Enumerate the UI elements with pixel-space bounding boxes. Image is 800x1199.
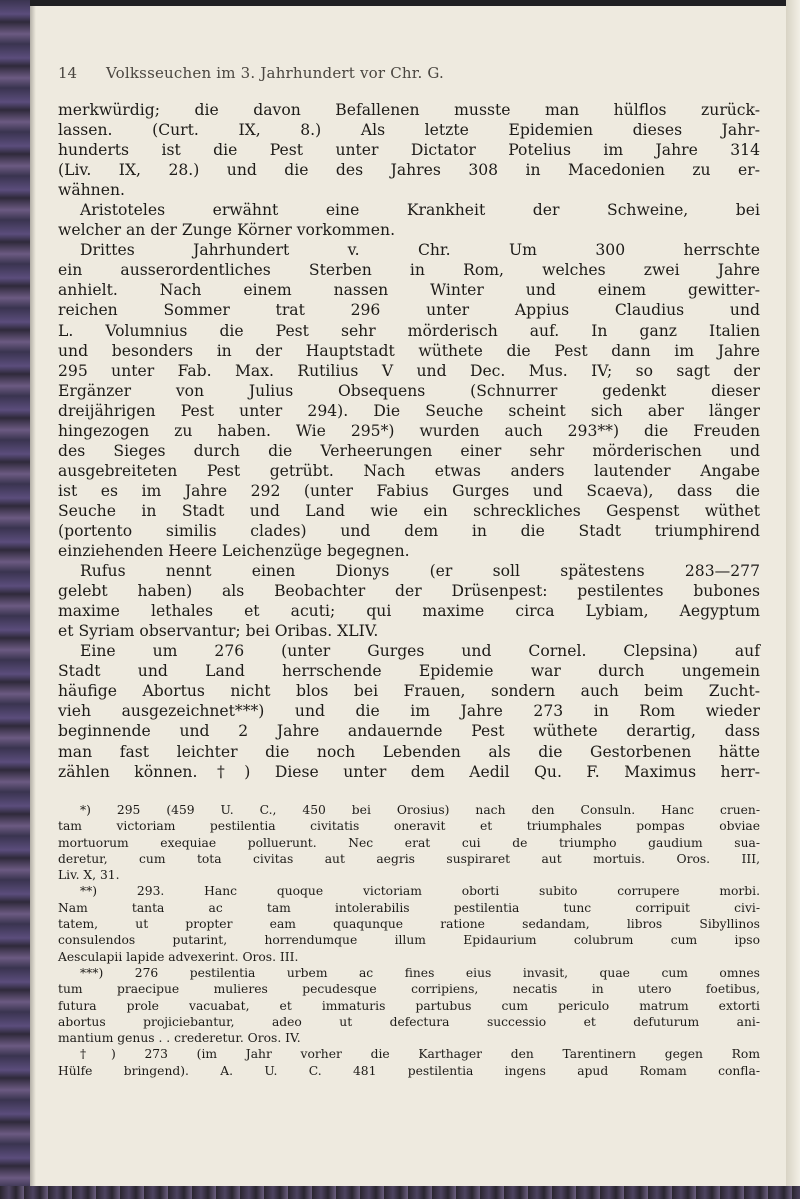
footnote-line: tatem, ut propter eam quaqunque ratione sedandam, libros Sibyllinos <box>58 917 760 932</box>
top-edge-rule <box>30 0 786 6</box>
footnote-line: mantium genus . . crederetur. Oros. IV. <box>58 1031 301 1046</box>
text-line: maxime lethales et acuti; qui maxime circa Lybiam, Aegyptum <box>58 602 760 621</box>
text-line: Aristoteles erwähnt eine Krankheit der Schweine, bei <box>80 201 760 220</box>
text-line: Eine um 276 (unter Gurges und Cornel. Clepsina) auf <box>80 642 760 661</box>
text-line: vieh ausgezeichnet***) und die im Jahre 273 in Rom wieder <box>58 702 760 721</box>
footnote-line: *) 295 (459 U. C., 450 bei Orosius) nach den Consuln. Hanc cruen- <box>80 803 760 817</box>
text-line: und besonders in der Hauptstadt wüthete die Pest dann im Jahre <box>58 341 760 360</box>
text-line: Ergänzer von Julius Obsequens (Schnurrer gedenkt dieser <box>58 381 760 400</box>
text-line: hingezogen zu haben. Wie 295*) wurden auch 293**) die Freuden <box>58 421 760 440</box>
page-header <box>58 64 758 88</box>
text-line: ein ausserordentliches Sterben in Rom, welches zwei Jahre <box>58 261 760 280</box>
book-binding <box>0 0 30 1186</box>
page-number: 14 <box>58 64 78 82</box>
text-line: wähnen. <box>58 181 125 200</box>
section-heading-line: Drittes Jahrhundert v. Chr. Um 300 herrschte <box>80 241 760 260</box>
text-line: lassen. (Curt. IX, 8.) Als letzte Epidemien dieses Jahr- <box>58 121 760 140</box>
footnote-line: ***) 276 pestilentia urbem ac fines eius invasit, quae cum omnes <box>80 965 760 980</box>
page-edge-right <box>786 0 800 1199</box>
text-line: (portento similis clades) und dem in die Stadt triumphirend <box>58 521 760 540</box>
main-text <box>58 100 760 782</box>
footnote-line: Aesculapii lapide advexerint. Oros. III. <box>58 949 299 964</box>
text-line: zählen können.†) Diese unter dem Aedil Qu. F. Maximus herr- <box>58 762 760 781</box>
text-line: 295 unter Fab. Max. Rutilius V und Dec. Mus. IV; so sagt der <box>58 361 760 380</box>
text-line: et Syriam observantur; bei Oribas. XLIV. <box>58 622 379 641</box>
text-line: L. Volumnius die Pest sehr mörderisch auf. In ganz Italien <box>58 321 760 340</box>
page-edge-bottom <box>0 1186 800 1199</box>
text-line: Seuche in Stadt und Land wie ein schreckliches Gespenst wüthet <box>58 501 760 520</box>
footnote-line: Hülfe bringend). A. U. C. 481 pestilentia ingens apud Romam confla- <box>58 1063 760 1078</box>
text-line: welcher an der Zunge Körner vorkommen. <box>58 221 396 240</box>
text-line: anhielt. Nach einem nassen Winter und einem gewitter- <box>58 281 760 300</box>
text-line: merkwürdig; die davon Befallenen musste man hülflos zurück- <box>58 101 760 119</box>
footnote-line: Liv. X, 31. <box>58 868 120 883</box>
footnote-line: Nam tanta ac tam intolerabilis pestilentia tunc corripuit civi- <box>58 900 760 915</box>
text-line: beginnende und 2 Jahre andauernde Pest wüthete derartig, dass <box>58 722 760 741</box>
footnote-line: mortuorum exequiae polluerunt. Nec erat cui de triumpho gaudium sua- <box>58 835 760 850</box>
text-line: gelebt haben) als Beobachter der Drüsenpest: pestilentes bubones <box>58 582 760 601</box>
footnote-line: consulendos putarint, horrendumque illum Epidaurium colubrum cum ipso <box>58 933 760 948</box>
text-line: einziehenden Heere Leichenzüge begegnen. <box>58 542 410 561</box>
text-line: reichen Sommer trat 296 unter Appius Claudius und <box>58 301 760 320</box>
footnote-line: †) 273 (im Jahr vorher die Karthager den Tarentinern gegen Rom <box>80 1047 760 1062</box>
text-line: Rufus nennt einen Dionys (er soll spätestens 283—277 <box>80 562 760 581</box>
footnote-line: abortus projiciebantur, adeo ut defectura successio et defuturum ani- <box>58 1014 760 1029</box>
footnotes <box>58 802 760 1079</box>
text-line: man fast leichter die noch Lebenden als die Gestorbenen hätte <box>58 742 760 761</box>
running-head: Volksseuchen im 3. Jahrhundert vor Chr. G. <box>106 64 445 82</box>
text-line: hunderts ist die Pest unter Dictator Potelius im Jahre 314 <box>58 141 760 160</box>
text-line: dreijährigen Pest unter 294). Die Seuche scheint sich aber länger <box>58 401 760 420</box>
footnote-line: **) 293. Hanc quoque victoriam oborti subito corrupere morbi. <box>80 884 760 899</box>
text-line: ausgebreiteten Pest getrübt. Nach etwas anders lautender Angabe <box>58 461 760 480</box>
text-line: des Sieges durch die Verheerungen einer sehr mörderischen und <box>58 441 760 460</box>
text-line: häufige Abortus nicht blos bei Frauen, sondern auch beim Zucht- <box>58 682 760 701</box>
text-line: Stadt und Land herrschende Epidemie war durch ungemein <box>58 662 760 681</box>
footnote-line: futura prole vacuabat, et immaturis partubus cum periculo matrum extorti <box>58 998 760 1013</box>
text-line: ist es im Jahre 292 (unter Fabius Gurges und Scaeva), dass die <box>58 481 760 500</box>
footnote-line: tam victoriam pestilentia civitatis oneravit et triumphales pompas obviae <box>58 819 760 834</box>
footnote-line: tum praecipue mulieres pecudesque corripiens, necatis in utero foetibus, <box>58 982 760 997</box>
text-line: (Liv. IX, 28.) und die des Jahres 308 in Macedonien zu er- <box>58 161 760 180</box>
footnote-line: deretur, cum tota civitas aut aegris suspiraret aut mortuis. Oros. III, <box>58 851 760 866</box>
